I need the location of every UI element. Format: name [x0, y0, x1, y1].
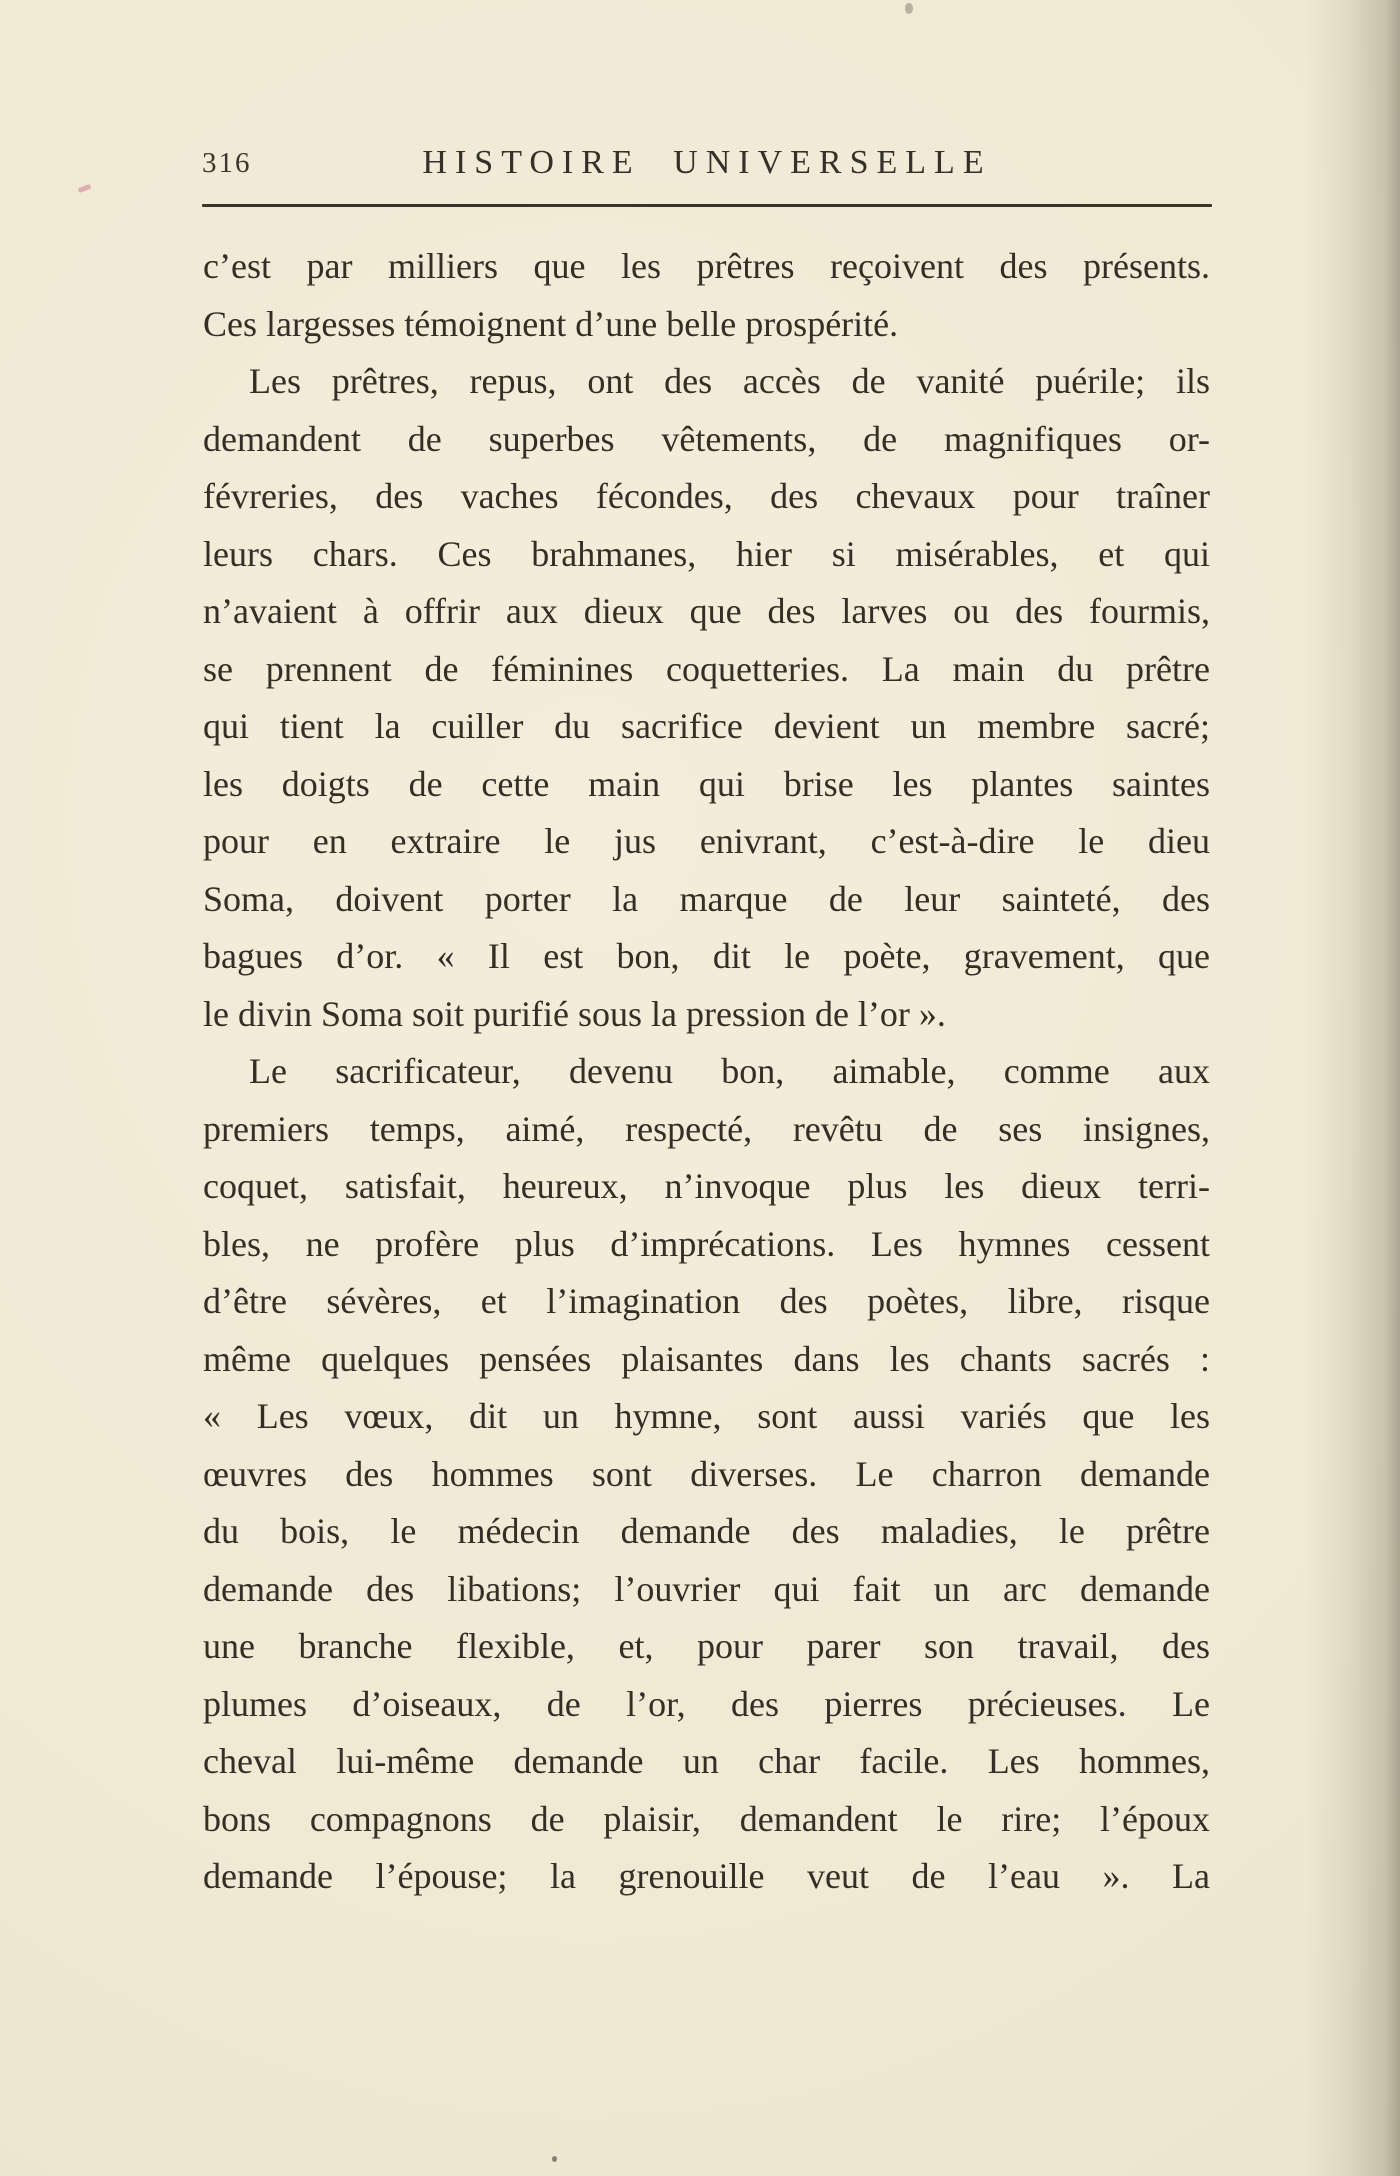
text-line: Soma, doivent porter la marque de leur sainteté, des [203, 878, 1210, 919]
text-line: Le sacrificateur, devenu bon, aimable, comme aux [249, 1051, 1210, 1091]
text-line: se prennent de féminines coquetteries. La main du prêtre [203, 648, 1210, 689]
text-line: une branche flexible, et, pour parer son travail, des [203, 1626, 1210, 1666]
scan-artifact-pink-mark [78, 184, 92, 193]
text-line: œuvres des hommes sont diverses. Le charron demande [203, 1453, 1210, 1494]
text-line: plumes d’oiseaux, de l’or, des pierres précieuses. Le [203, 1683, 1210, 1724]
text-line: demande des libations; l’ouvrier qui fait un arc demande [203, 1568, 1210, 1609]
text-line: bons compagnons de plaisir, demandent le rire; l’époux [203, 1798, 1210, 1839]
text-line: qui tient la cuiller du sacrifice devient un membre sacré; [203, 706, 1210, 746]
text-line: premiers temps, aimé, respecté, revêtu de ses insignes, [203, 1108, 1210, 1149]
text-line: même quelques pensées plaisantes dans les chants sacrés : [203, 1338, 1210, 1379]
text-line: « Les vœux, dit un hymne, sont aussi variés que les [203, 1396, 1210, 1436]
body-text [203, 238, 1210, 1906]
header-rule [202, 204, 1212, 207]
scan-artifact-speck-bottom [552, 2156, 557, 2162]
text-line: cheval lui-même demande un char facile. Les hommes, [203, 1741, 1210, 1781]
text-line: bles, ne profère plus d’imprécations. Les hymnes cessent [203, 1223, 1210, 1264]
text-line: les doigts de cette main qui brise les plantes saintes [203, 763, 1210, 804]
text-line: le divin Soma soit purifié sous la pression de l’or ». [203, 993, 946, 1034]
text-line: Les prêtres, repus, ont des accès de vanité puérile; ils [249, 361, 1210, 401]
text-line: demande l’épouse; la grenouille veut de l’eau ». La [203, 1856, 1210, 1896]
text-line: leurs chars. Ces brahmanes, hier si misérables, et qui [203, 533, 1210, 574]
text-line: coquet, satisfait, heureux, n’invoque plus les dieux terri- [203, 1166, 1210, 1206]
text-line: pour en extraire le jus enivrant, c’est-à-dire le dieu [203, 821, 1210, 861]
text-line: d’être sévères, et l’imagination des poètes, libre, risque [203, 1281, 1210, 1321]
text-line: demandent de superbes vêtements, de magnifiques or- [203, 418, 1210, 459]
text-line: du bois, le médecin demande des maladies, le prêtre [203, 1511, 1210, 1551]
text-line: c’est par milliers que les prêtres reçoivent des présents. [203, 246, 1210, 286]
text-line: n’avaient à offrir aux dieux que des larves ou des fourmis, [203, 591, 1210, 631]
text-line: bagues d’or. « Il est bon, dit le poète, gravement, que [203, 936, 1210, 976]
page-title: HISTOIRE UNIVERSELLE [422, 144, 992, 181]
text-line: Ces largesses témoignent d’une belle prospérité. [203, 303, 899, 344]
page-number: 316 [202, 147, 252, 179]
scan-artifact-speck-top [905, 3, 913, 14]
page-header [202, 128, 1212, 186]
text-line: févreries, des vaches fécondes, des chevaux pour traîner [203, 476, 1210, 516]
page-edge-shadow [1305, 0, 1400, 2176]
